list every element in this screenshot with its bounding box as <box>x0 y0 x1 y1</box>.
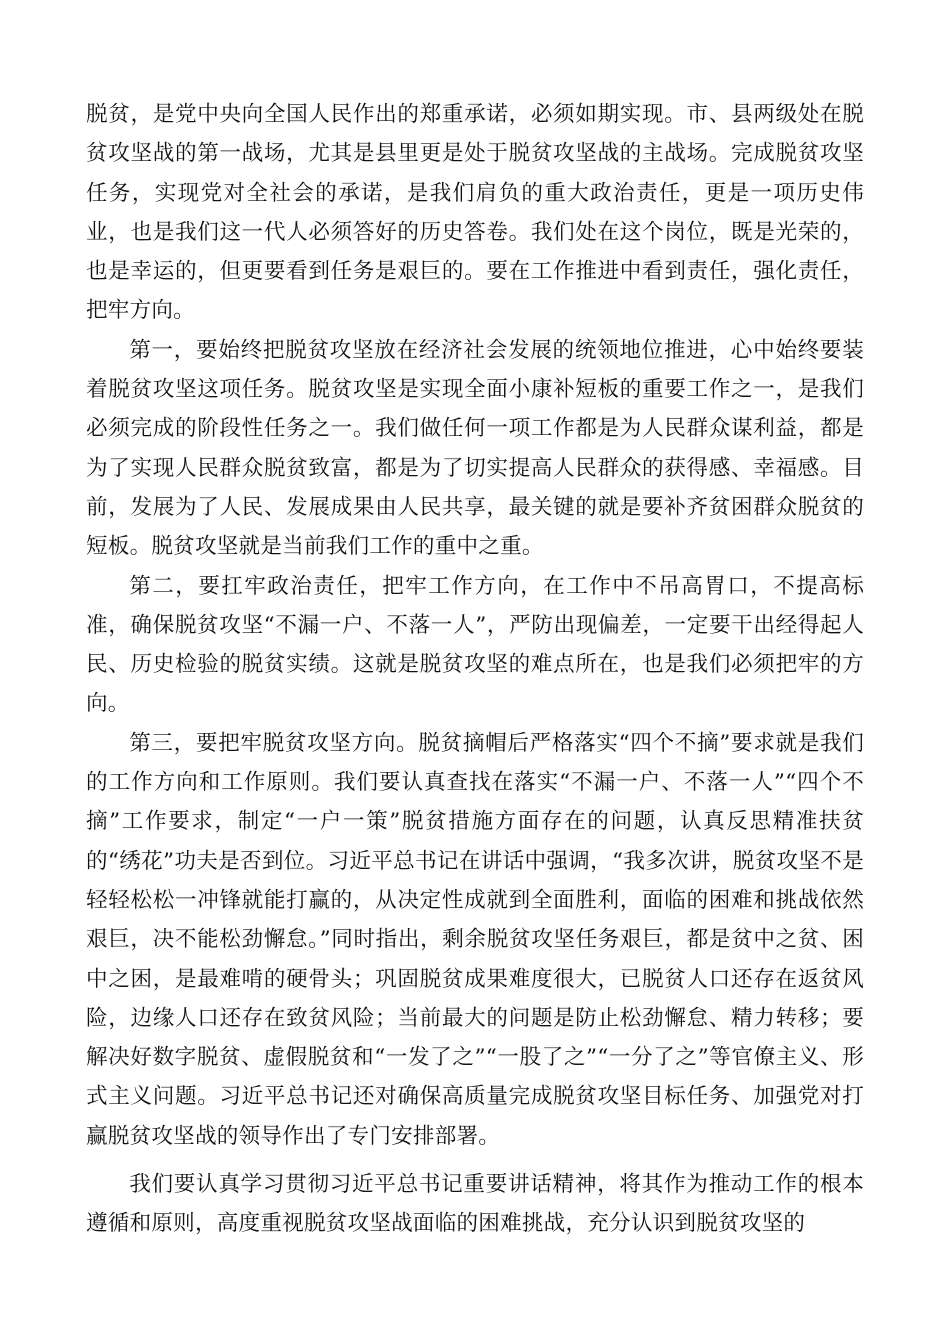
paragraph-point-two: 第二，要扛牢政治责任，把牢工作方向，在工作中不吊高胃口，不提高标准，确保脱贫攻坚“不漏一户、不落一人”，严防出现偏差，一定要干出经得起人民、历史检验的脱贫实绩。这就是脱贫攻坚的难点所在，也是我们必须把牢的方向。 <box>86 573 864 717</box>
paragraph-continuation: 脱贫，是党中央向全国人民作出的郑重承诺，必须如期实现。市、县两级处在脱贫攻坚战的第一战场，尤其是县里更是处于脱贫攻坚战的主战场。完成脱贫攻坚任务，实现党对全社会的承诺，是我们肩负的重大政治责任，更是一项历史伟业，也是我们这一代人必须答好的历史答卷。我们处在这个岗位，既是光荣的，也是幸运的，但更要看到任务是艰巨的。要在工作推进中看到责任，强化责任，把牢方向。 <box>86 102 864 324</box>
document-page <box>86 95 864 1244</box>
paragraph-point-three: 第三，要把牢脱贫攻坚方向。脱贫摘帽后严格落实“四个不摘”要求就是我们的工作方向和工作原则。我们要认真查找在落实“不漏一户、不落一人”“四个不摘”工作要求，制定“一户一策”脱贫措施方面存在的问题，认真反思精准扶贫的“绣花”功夫是否到位。习近平总书记在讲话中强调，“我多次讲，脱贫攻坚不是轻轻松松一冲锋就能打赢的，从决定性成就到全面胜利，面临的困难和挑战依然艰巨，决不能松劲懈怠。”同时指出，剩余脱贫攻坚任务艰巨，都是贫中之贫、困中之困，是最难啃的硬骨头；巩固脱贫成果难度很大，已脱贫人口还存在返贫风险，边缘人口还存在致贫风险；当前最大的问题是防止松劲懈怠、精力转移；要解决好数字脱贫、虚假脱贫和“一发了之”“一股了之”“一分了之”等官僚主义、形式主义问题。习近平总书记还对确保高质量完成脱贫攻坚目标任务、加强党对打赢脱贫攻坚战的领导作出了专门安排部署。 <box>86 730 864 1149</box>
paragraph-point-one: 第一，要始终把脱贫攻坚放在经济社会发展的统领地位推进，心中始终要装着脱贫攻坚这项任务。脱贫攻坚是实现全面小康补短板的重要工作之一，是我们必须完成的阶段性任务之一。我们做任何一项工作都是为人民群众谋利益，都是为了实现人民群众脱贫致富，都是为了切实提高人民群众的获得感、幸福感。目前，发展为了人民、发展成果由人民共享，最关键的就是要补齐贫困群众脱贫的短板。脱贫攻坚就是当前我们工作的重中之重。 <box>86 337 864 560</box>
paragraph-conclusion: 我们要认真学习贯彻习近平总书记重要讲话精神，将其作为推动工作的根本遵循和原则，高度重视脱贫攻坚战面临的困难挑战，充分认识到脱贫攻坚的 <box>86 1172 864 1237</box>
